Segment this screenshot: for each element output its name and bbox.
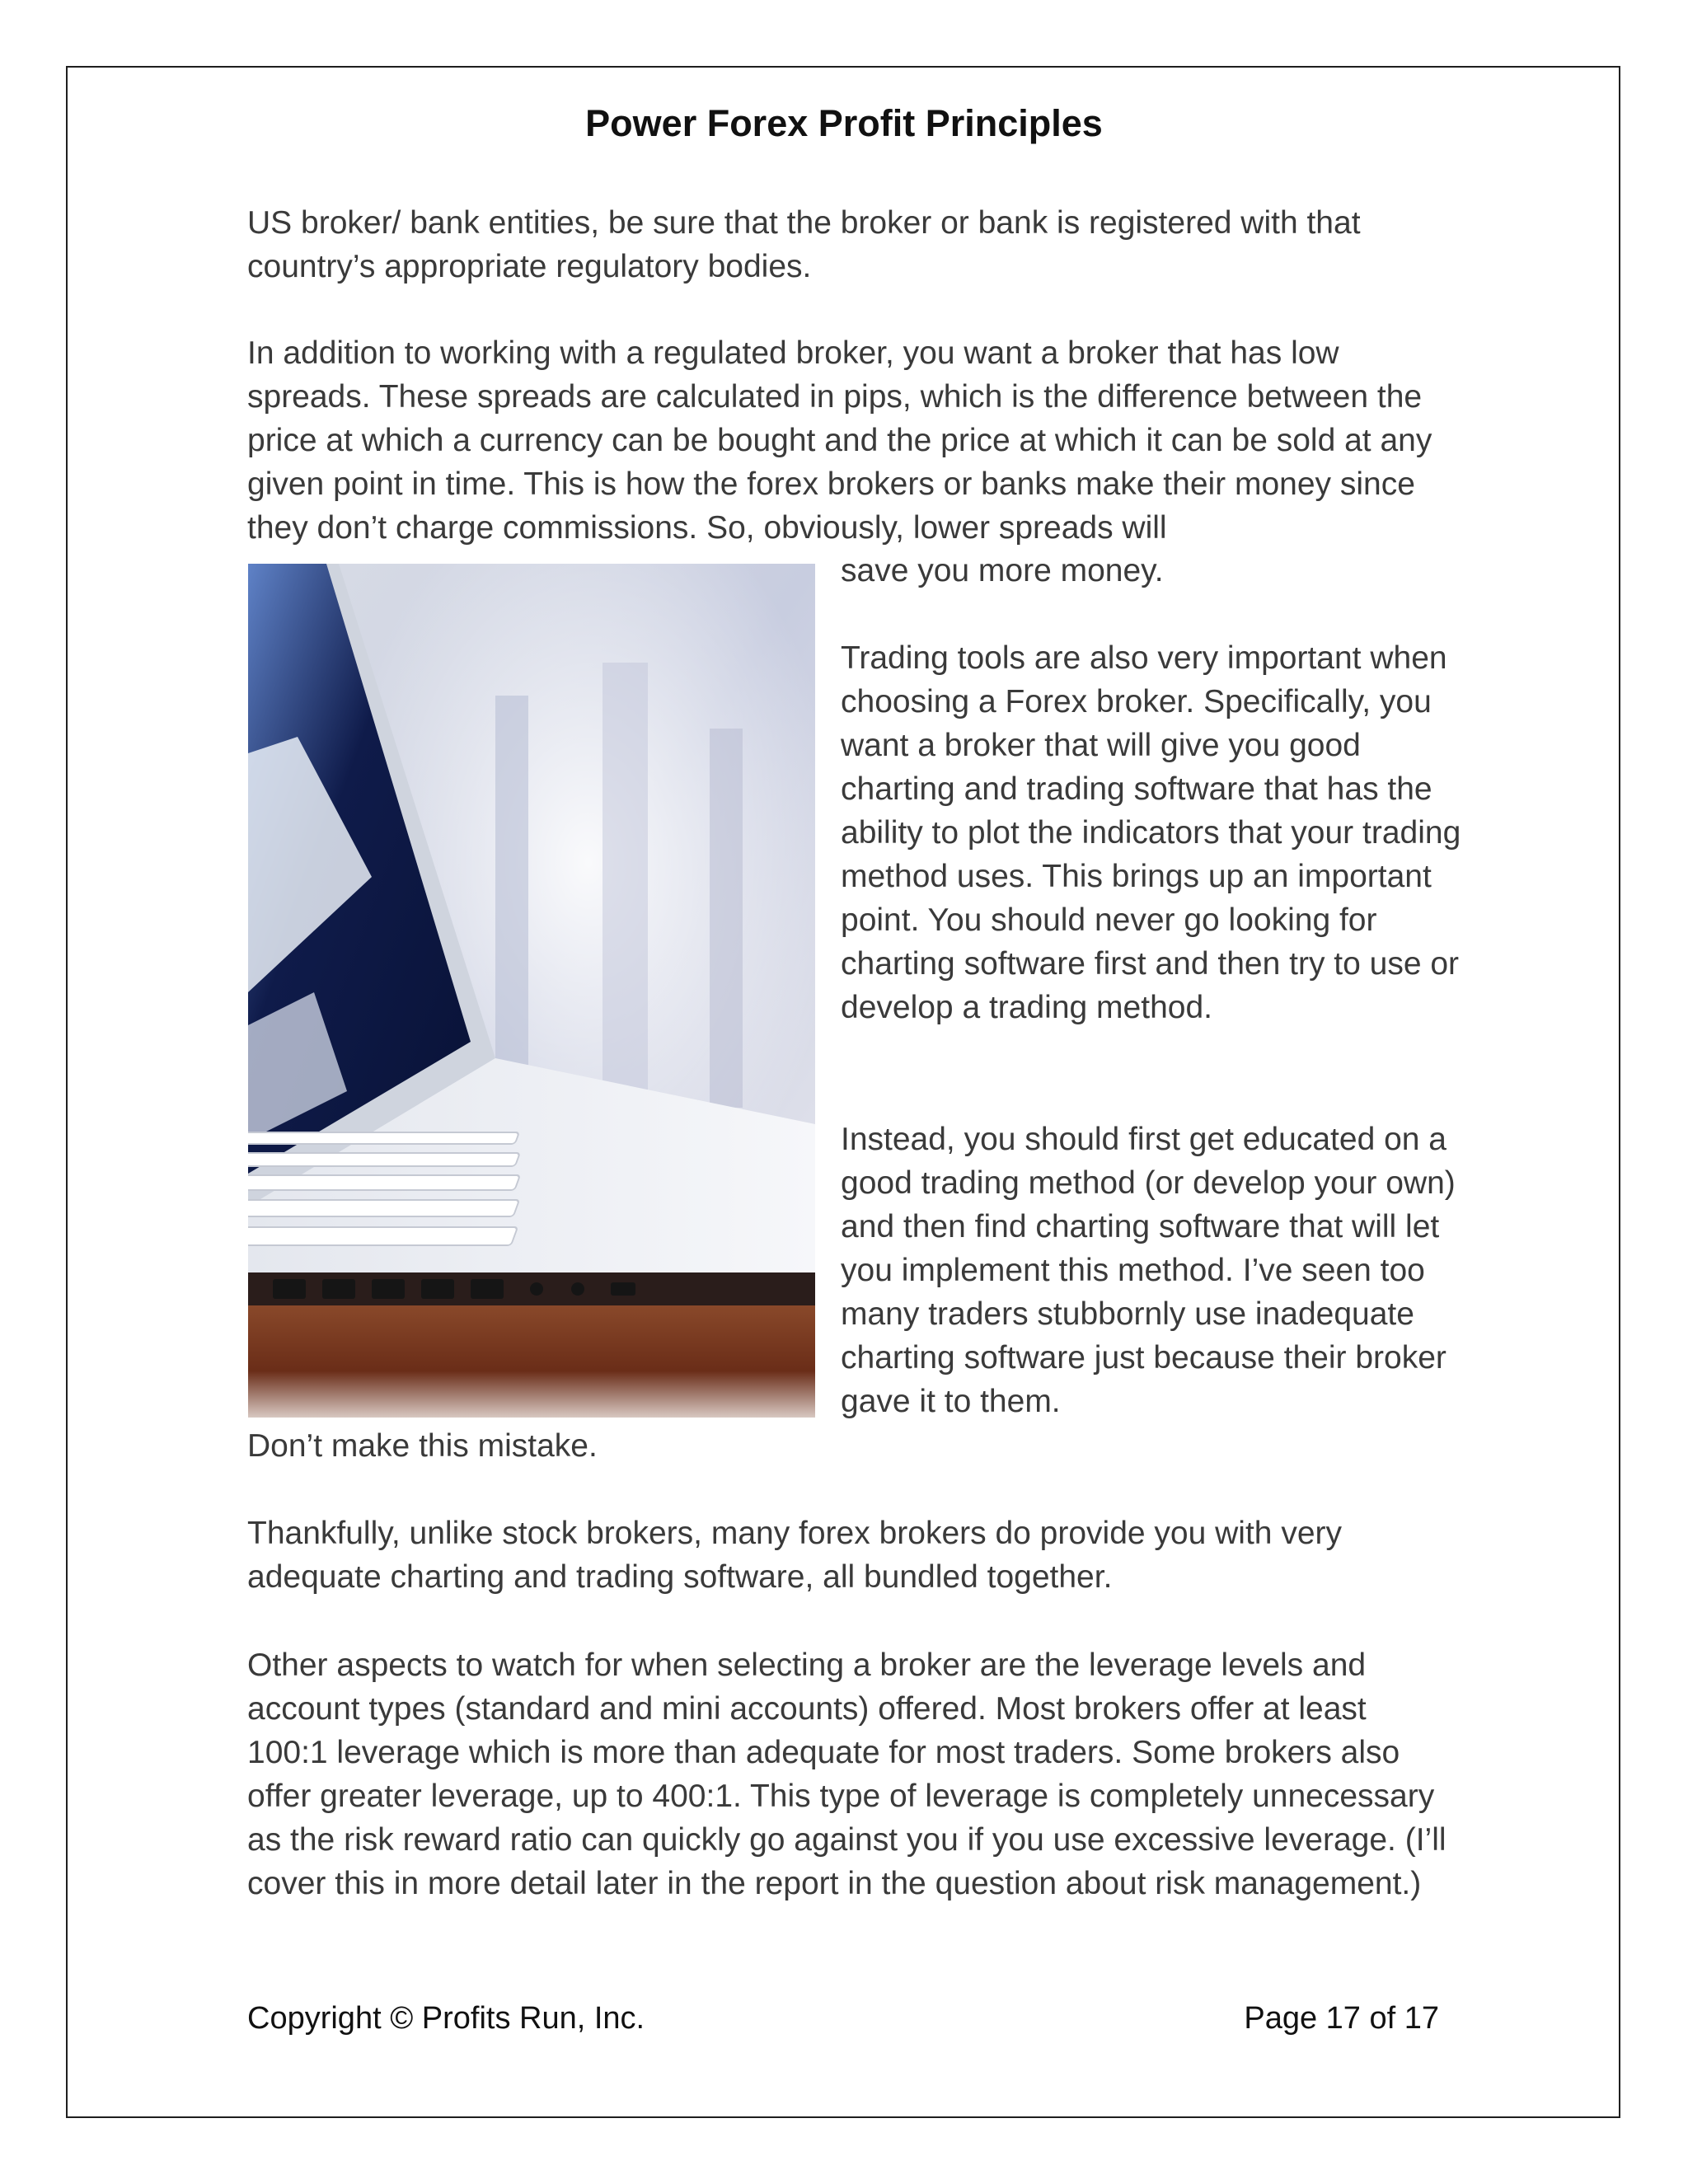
paragraph-6: Other aspects to watch for when selecting a broker are the leverage levels and account types (standard and mini accounts) offered. Most brokers offer at least 100:1 leverage which is more than adequate for most traders. Some brokers also offer greater leverage, up to 400:1. This type of leverage is completely unnecessary as the risk reward ratio can quickly go against you if you use excessive leverage. (I’ll cover this in more detail later in the report in the question about risk management.) (247, 1647, 1447, 1901)
footer-copyright: Copyright © Profits Run, Inc. (247, 2001, 645, 2036)
page-title: Power Forex Profit Principles (585, 102, 1103, 144)
paragraph-2-end: save you more money. (841, 553, 1164, 588)
paragraph-3: Trading tools are also very important when choosing a Forex broker. Specifically, you want a broker that will give you good charting and trading software that has the ability to plot the indicators that your trading method uses. This brings up an important point. You should never go looking for charting software first and then try to use or develop a trading method. (841, 640, 1461, 1025)
paragraph-5: Thankfully, unlike stock brokers, many forex brokers do provide you with very adequate charting and trading software, all bundled together. (247, 1516, 1342, 1595)
paragraph-2: In addition to working with a regulated broker, you want a broker that has low spreads. These spreads are calculated in pips, which is the difference between the price at which a currency can be bought and the price at which it can be sold at any given point in time. This is how the forex brokers or banks make their money since they don’t charge commissions. So, obviously, lower spreads will (247, 335, 1432, 546)
footer-page-number: Page 17 of 17 (1244, 2001, 1439, 2036)
paragraph-4: Instead, you should first get educated on a good trading method (or develop your own) and then find charting software that will let you implement this method. I’ve seen too many traders stubbornly use inadequate charting software just because their broker gave it to them. (841, 1122, 1456, 1419)
paragraph-1: US broker/ bank entities, be sure that the broker or bank is registered with that country’s appropriate regulatory bodies. (247, 205, 1361, 284)
laptop-photo (248, 564, 815, 1418)
paragraph-4-end: Don’t make this mistake. (247, 1428, 598, 1464)
